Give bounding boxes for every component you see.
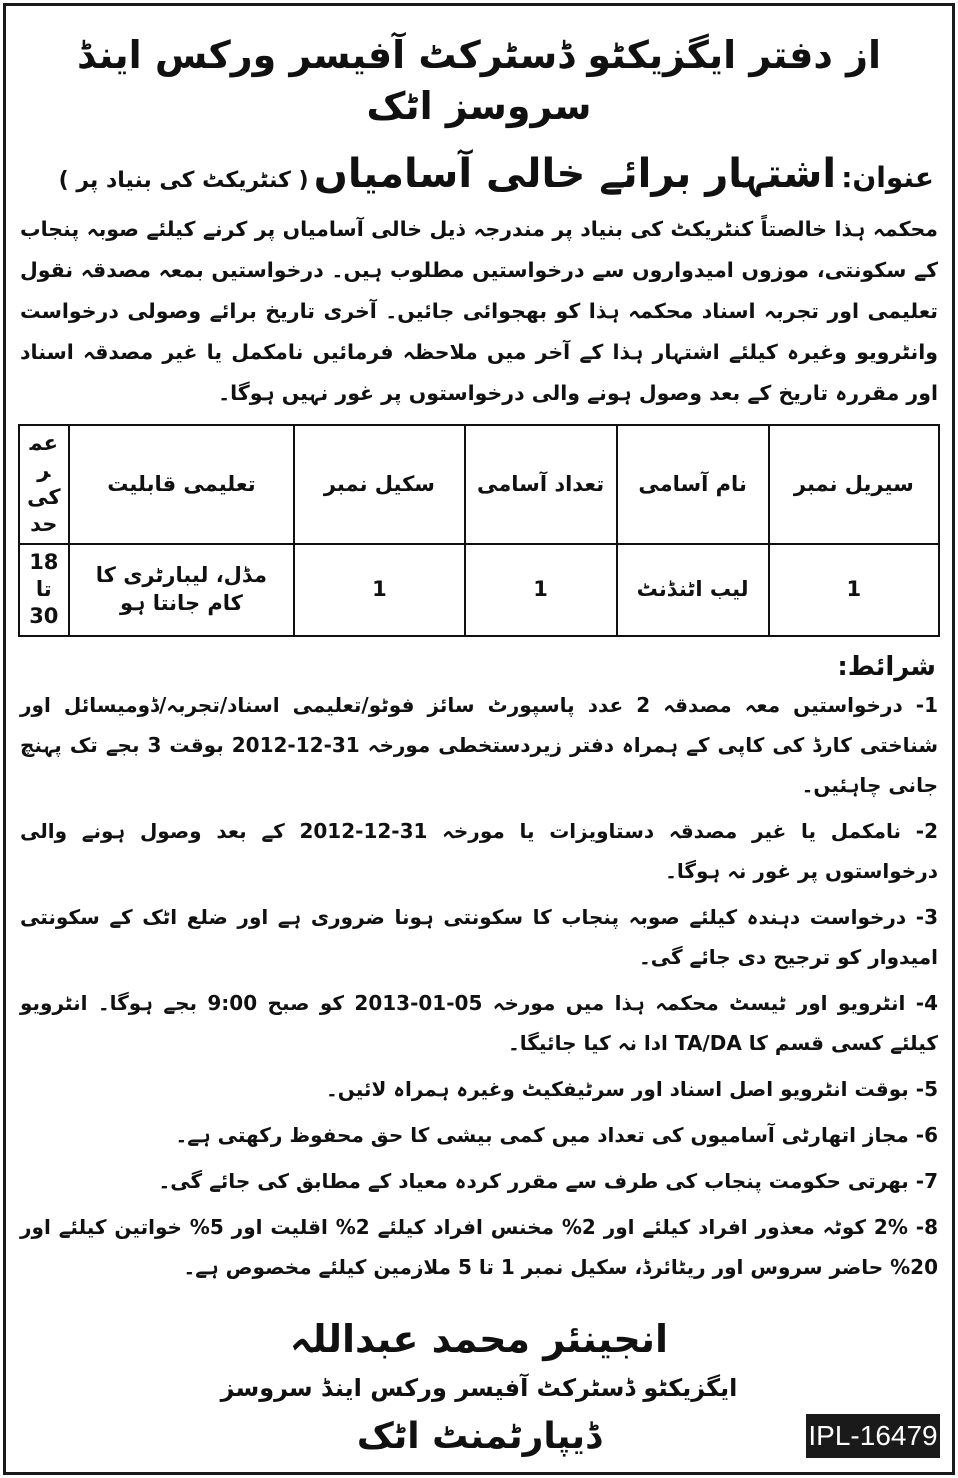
cell-post-name: لیب اٹنڈنٹ	[617, 544, 769, 636]
col-age-limit: عمر کی حد	[19, 425, 69, 544]
table-header-row	[19, 425, 939, 544]
signature-block	[18, 1313, 790, 1462]
conditions-heading: شرائط:	[837, 651, 936, 682]
signatory-designation: ایگزیکٹو ڈسٹرکٹ آفیسر ورکس اینڈ سروسز	[220, 1374, 738, 1403]
condition-item: 3- درخواست دہندہ کیلئے صوبہ پنجاب کا سکونتی ہونا ضروری ہے اور ضلع اٹک کے سکونتی امیدوار کو ترجیح دی جائے گی۔	[20, 905, 938, 970]
office-title: از دفتر ایگزیکٹو ڈسٹرکٹ آفیسر ورکس اینڈ سروسز اٹک	[76, 33, 882, 129]
condition-item: 2- نامکمل یا غیر مصدقہ دستاویزات یا مورخہ 31-12-2012 کے بعد وصول ہونے والی درخواستوں پر غور نہ ہوگا۔	[20, 819, 938, 884]
vacancy-table	[18, 424, 940, 637]
condition-item: 7- بھرتی حکومت پنجاب کی طرف سے مقرر کردہ معیاد کے مطابق کی جائے گی۔	[158, 1169, 938, 1194]
col-post-count: تعداد آسامی	[465, 425, 617, 544]
cell-age-limit: 18 تا 30	[19, 544, 69, 636]
table-row	[19, 544, 939, 636]
condition-item: 1- درخواستیں معہ مصدقہ 2 عدد پاسپورٹ سائز فوٹو/تعلیمی اسناد/تجربہ/ڈومیسائل اور شناختی کارڈ کی کاپی کے ہمراہ دفتر زیردستخطی مورخہ 31-12-2012 بوقت 3 بجے تک پہنچ جانی چاہئیں۔	[20, 693, 938, 798]
subject-line	[18, 147, 940, 201]
condition-item: 5- بوقت انٹرویو اصل اسناد اور سرٹیفکیٹ وغیرہ ہمراہ لائیں۔	[326, 1077, 938, 1102]
condition-item: 8- 2% کوٹہ معذور افراد کیلئے اور 2% مخنس افراد کیلئے 2% اقلیت اور 5% خواتین کیلئے اور 20% حاضر سروس اور ریٹائرڈ، سکیل نمبر 1 تا 5 ملازمین کیلئے مخصوص ہے۔	[20, 1215, 939, 1280]
cell-scale: 1	[294, 544, 464, 636]
condition-item: 4- انٹرویو اور ٹیسٹ محکمہ ہذا میں مورخہ 05-01-2013 کو صبح 9:00 بجے ہوگا۔ انٹرویو کیلئے کسی قسم کا TA/DA ادا نہ کیا جائیگا۔	[20, 991, 938, 1056]
footer-area	[18, 1293, 940, 1462]
signatory-name: انجینئر محمد عبداللہ	[289, 1317, 669, 1362]
cell-qualification: مڈل، لیبارٹری کا کام جانتا ہو	[69, 544, 295, 636]
subject-heading: اشتہار برائے خالی آسامیاں	[313, 150, 837, 197]
intro-paragraph: محکمہ ہذا خالصتاً کنٹریکٹ کی بنیاد پر مندرجہ ذیل خالی آسامیاں پر کرنے کیلئے صوبہ پنجاب کے سکونتی، موزوں امیدواروں سے درخواستیں مطلوب ہیں۔ درخواستیں بمعہ مصدقہ نقول تعلیمی اور تجربہ اسناد محکمہ ہذا کو بھجوائی جائیں۔ آخری تاریخ برائے وصولی درخواست وانٹرویو وغیرہ کیلئے اشتہار ہذا کے آخر میں ملاحظہ فرمائیں نامکمل یا غیر مصدقہ اسناد اور مقررہ تاریخ کے بعد وصول ہونے والی درخواستوں پر غور نہیں ہوگا۔	[20, 216, 938, 405]
col-scale: سکیل نمبر	[294, 425, 464, 544]
col-serial: سیریل نمبر	[769, 425, 939, 544]
col-qualification: تعلیمی قابلیت	[69, 425, 295, 544]
subject-label: عنوان:	[841, 160, 934, 194]
cell-post-count: 1	[465, 544, 617, 636]
subject-note: ( کنٹریکٹ کی بنیاد پر )	[58, 167, 309, 193]
conditions-list	[18, 685, 940, 1293]
ad-code-badge: IPL-16479	[806, 1414, 940, 1458]
col-post-name: نام آسامی	[617, 425, 769, 544]
signatory-department: ڈیپارٹمنٹ اٹک	[356, 1415, 602, 1457]
condition-item: 6- مجاز اتھارٹی آسامیوں کی تعداد میں کمی بیشی کا حق محفوظ رکھتی ہے۔	[175, 1123, 938, 1148]
cell-serial: 1	[769, 544, 939, 636]
ad-border	[3, 3, 955, 1475]
